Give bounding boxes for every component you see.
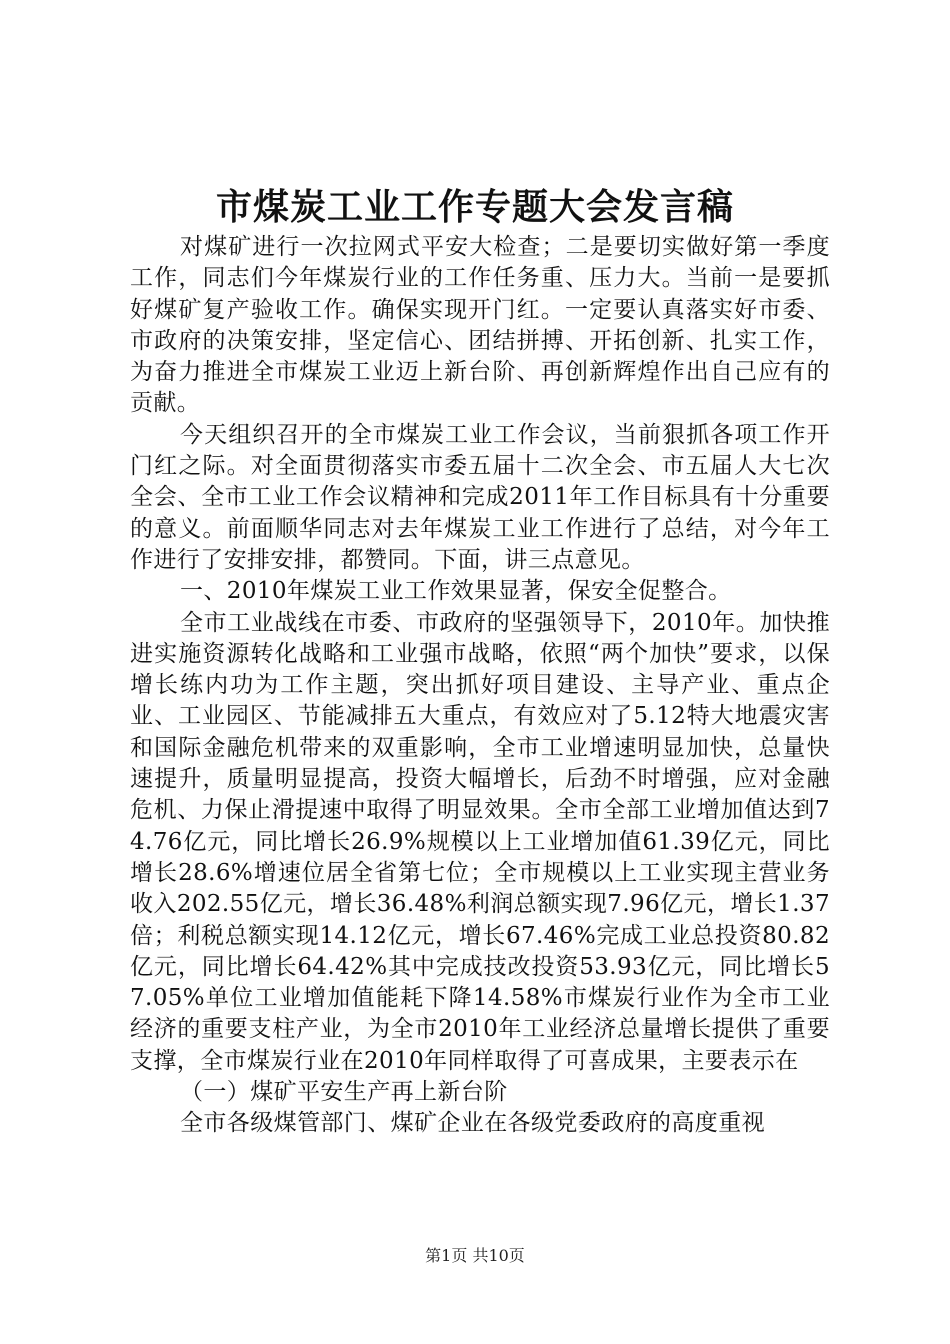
section-heading-1: 一、2010年煤炭工业工作效果显著，保安全促整合。 — [180, 578, 732, 605]
subsection-heading-1: （一）煤矿平安生产再上新台阶 — [180, 1079, 508, 1106]
paragraph-meeting: 今天组织召开的全市煤炭工业工作会议，当前狠抓各项工作开门红之际。对全面贯彻落实市委五届十二次全会、市五届人大七次全会、全市工业工作会议精神和完成2011年工作目标具有十分重要的意义。前面顺华同志对去年煤炭工业工作进行了总结，对今年工作进行了安排安排，都赞同。下面，讲三点意见。 — [130, 421, 830, 573]
document-title: 市煤炭工业工作专题大会发言稿 — [215, 187, 734, 228]
paragraph-safety: 全市各级煤管部门、煤矿企业在各级党委政府的高度重视 — [180, 1110, 765, 1137]
document-body — [130, 232, 830, 1140]
paragraph-industry-results: 全市工业战线在市委、市政府的坚强领导下，2010年。加快推进实施资源转化战略和工业强市战略，依照“两个加快”要求，以保增长练内功为工作主题，突出抓好项目建设、主导产业、重点企业、工业园区、节能减排五大重点，有效应对了5.12特大地震灾害和国际金融危机带来的双重影响，全市工业增速明显加快，总量快速提升，质量明显提高，投资大幅增长，后劲不时增强，应对金融危机、力保止滑提速中取得了明显效果。全市全部工业增加值达到74.76亿元，同比增长26.9%规模以上工业增加值61.39亿元，同比增长28.6%增速位居全省第七位；全市规模以上工业实现主营业务收入202.55亿元，增长36.48%利润总额实现7.96亿元，增长1.37倍；利税总额实现14.12亿元，增长67.46%完成工业总投资80.82亿元，同比增长64.42%其中完成技改投资53.93亿元，同比增长57.05%单位工业增加值能耗下降14.58%市煤炭行业作为全市工业经济的重要支柱产业，为全市2010年工业经济总量增长提供了重要支撑，全市煤炭行业在2010年同样取得了可喜成果，主要表示在 — [130, 609, 830, 1074]
paragraph-intro: 对煤矿进行一次拉网式平安大检查；二是要切实做好第一季度工作，同志们今年煤炭行业的工作任务重、压力大。当前一是要抓好煤矿复产验收工作。确保实现开门红。一定要认真落实好市委、市政府的决策安排，坚定信心、团结拼搏、开拓创新、扎实工作，为奋力推进全市煤炭工业迈上新台阶、再创新辉煌作出自己应有的贡献。 — [130, 234, 830, 417]
page-footer: 第1页 共10页 — [425, 1246, 525, 1265]
